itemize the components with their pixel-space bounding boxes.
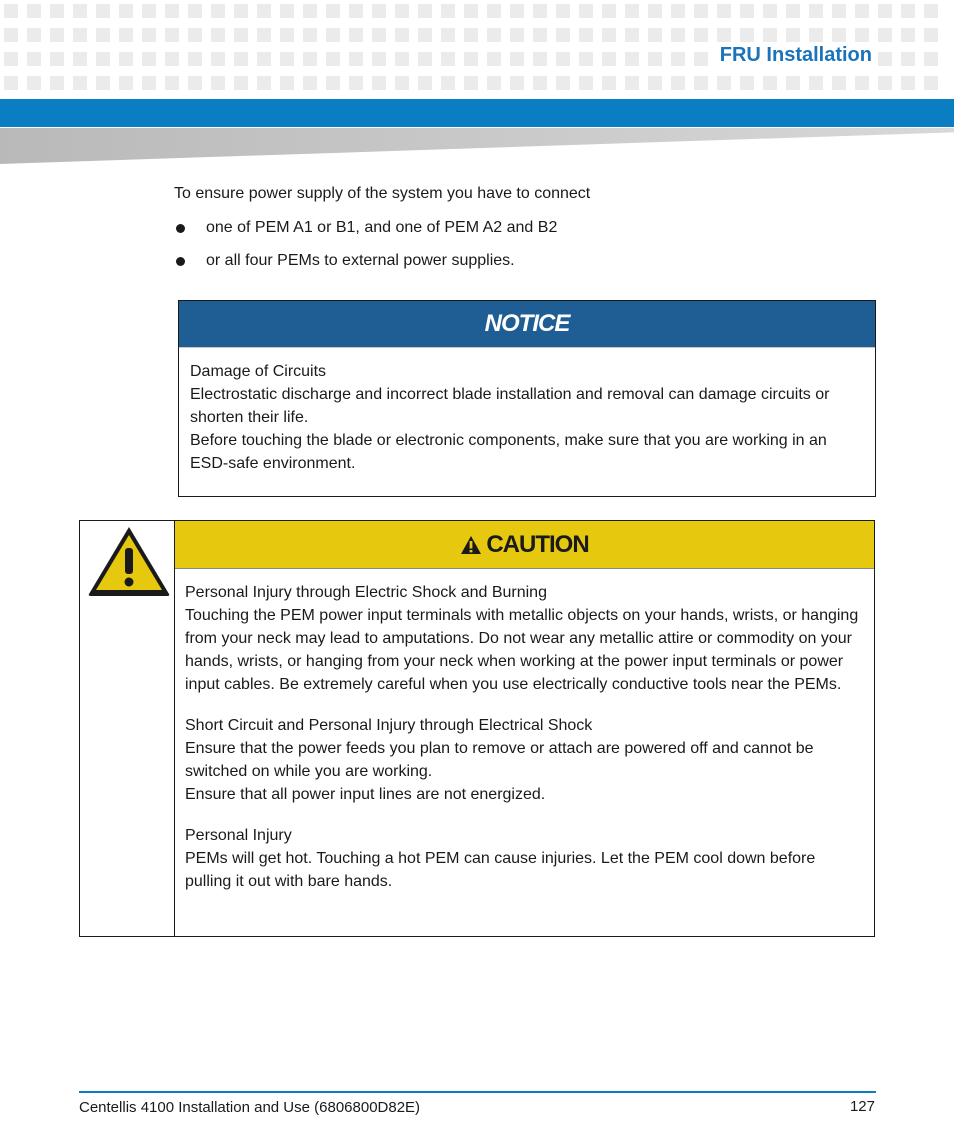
header-pattern-square (395, 4, 409, 18)
header-pattern-square (165, 4, 179, 18)
header-pattern-square (257, 52, 271, 66)
caution-section-text: Touching the PEM power input terminals with metallic objects on your hands, wrists, or hanging from your neck may lead to amputations. Do not wear any metallic attire or commodity on your hands, wrists, or hanging from your neck when working at the power input terminals or power input cables. Be extremely careful when you use electrically conductive tools near the PEMs. (185, 607, 859, 693)
header-pattern-square (211, 28, 225, 42)
header-pattern-square (326, 4, 340, 18)
footer-doc-title: Centellis 4100 Installation and Use (6806800D82E) (79, 1099, 421, 1116)
list-item-text: one of PEM A1 or B1, and one of PEM A2 and B2 (206, 219, 558, 236)
footer-rule (79, 1091, 876, 1093)
header-pattern-square (73, 28, 87, 42)
header-pattern-square (694, 4, 708, 18)
header-pattern-square (464, 76, 478, 90)
caution-body (175, 569, 874, 893)
header-pattern-square (901, 52, 915, 66)
header-pattern-square (855, 76, 869, 90)
header-pattern-square (809, 4, 823, 18)
header-pattern-square (809, 28, 823, 42)
header-pattern-square (809, 76, 823, 90)
header-pattern-square (924, 52, 938, 66)
header-pattern-square (234, 76, 248, 90)
header-pattern-square (786, 4, 800, 18)
header-pattern-square (188, 76, 202, 90)
warning-triangle-icon (86, 524, 172, 598)
header-pattern-square (648, 28, 662, 42)
header-pattern-square (533, 76, 547, 90)
header-pattern-square (50, 76, 64, 90)
header-pattern-square (234, 52, 248, 66)
header-pattern-square (27, 52, 41, 66)
header-pattern-square (556, 76, 570, 90)
header-pattern-square (740, 76, 754, 90)
caution-section (185, 581, 864, 696)
header-pattern-square (303, 52, 317, 66)
header-pattern-square (924, 76, 938, 90)
header-pattern-square (602, 28, 616, 42)
header-pattern-square (878, 76, 892, 90)
caution-content (175, 521, 874, 936)
header-pattern-square (441, 76, 455, 90)
header-pattern-square (326, 52, 340, 66)
header-pattern-square (188, 52, 202, 66)
header-pattern-square (96, 28, 110, 42)
header-pattern-square (234, 28, 248, 42)
intro-text: To ensure power supply of the system you have to connect (174, 185, 591, 202)
header-pattern-square (924, 4, 938, 18)
header-pattern-square (326, 28, 340, 42)
header-pattern-square (763, 28, 777, 42)
header-pattern-square (441, 28, 455, 42)
header-pattern-square (648, 52, 662, 66)
header-pattern-square (372, 52, 386, 66)
bullet-icon (176, 257, 185, 266)
header-pattern-square (579, 52, 593, 66)
header-pattern-square (188, 4, 202, 18)
header-pattern-square (142, 76, 156, 90)
caution-header (175, 521, 874, 569)
header-pattern-square (855, 4, 869, 18)
notice-label: NOTICE (484, 310, 570, 337)
header-pattern-square (395, 52, 409, 66)
header-pattern-square (27, 76, 41, 90)
header-pattern-square (257, 28, 271, 42)
header-pattern-square (648, 4, 662, 18)
header-pattern-square (96, 4, 110, 18)
header-pattern-square (602, 76, 616, 90)
header-pattern-square (50, 28, 64, 42)
header-pattern-square (27, 28, 41, 42)
header-pattern-square (4, 28, 18, 42)
list-item (176, 219, 557, 237)
header-pattern-square (901, 28, 915, 42)
header-pattern-square (418, 28, 432, 42)
header-pattern-square (464, 28, 478, 42)
header-pattern-square (142, 52, 156, 66)
header-pattern-square (418, 76, 432, 90)
header-pattern-square (832, 4, 846, 18)
header-pattern-square (142, 4, 156, 18)
header-pattern-square (763, 76, 777, 90)
header-pattern-square (211, 52, 225, 66)
header-pattern-square (73, 4, 87, 18)
header-pattern-square (4, 52, 18, 66)
header-pattern-square (878, 28, 892, 42)
header-pattern-square (349, 76, 363, 90)
header-pattern-square (326, 76, 340, 90)
header-pattern-square (625, 52, 639, 66)
notice-text: Before touching the blade or electronic components, make sure that you are working in an ESD-safe environment. (190, 432, 827, 472)
header-pattern-square (786, 76, 800, 90)
header-pattern-square (510, 76, 524, 90)
header-pattern-square (924, 28, 938, 42)
header-pattern-square (418, 52, 432, 66)
notice-box (178, 300, 876, 497)
header-pattern-square (717, 76, 731, 90)
header-pattern-square (303, 28, 317, 42)
header-pattern-square (648, 76, 662, 90)
header-pattern-square (165, 52, 179, 66)
header-pattern-square (694, 52, 708, 66)
header-gray-wedge (0, 128, 954, 164)
header-pattern-square (418, 4, 432, 18)
header-pattern-square (395, 76, 409, 90)
header-pattern-square (763, 4, 777, 18)
header-pattern-square (487, 4, 501, 18)
header-pattern-square (625, 4, 639, 18)
header-pattern-square (487, 52, 501, 66)
header-pattern-square (211, 76, 225, 90)
header-pattern-square (280, 76, 294, 90)
header-pattern-square (234, 4, 248, 18)
header-pattern-square (901, 76, 915, 90)
header-pattern-square (349, 52, 363, 66)
header-pattern-square (280, 4, 294, 18)
header-blue-bar (0, 99, 954, 127)
header-pattern-square (533, 52, 547, 66)
header-pattern-square (372, 76, 386, 90)
notice-body (179, 348, 875, 475)
caution-section-text: PEMs will get hot. Touching a hot PEM can cause injuries. Let the PEM cool down before pulling it out with bare hands. (185, 850, 816, 890)
header-pattern-square (579, 4, 593, 18)
caution-label: CAUTION (486, 530, 589, 558)
header-pattern-square (671, 4, 685, 18)
header-pattern-square (349, 4, 363, 18)
header-pattern-square (671, 52, 685, 66)
header-pattern-square (50, 52, 64, 66)
header-pattern-square (487, 28, 501, 42)
bullet-icon (176, 224, 185, 233)
header-pattern-square (165, 28, 179, 42)
header-pattern-square (257, 76, 271, 90)
header-pattern-square (786, 28, 800, 42)
header-pattern-square (832, 28, 846, 42)
page-number: 127 (849, 1098, 875, 1115)
caution-section-text: Ensure that the power feeds you plan to remove or attach are powered off and cannot be switched on while you are working. (185, 740, 814, 780)
header-pattern-square (4, 4, 18, 18)
header-pattern-square (832, 76, 846, 90)
header-pattern-square (579, 76, 593, 90)
header-pattern-square (280, 52, 294, 66)
header-pattern-square (280, 28, 294, 42)
header-pattern-square (372, 28, 386, 42)
caution-section-title: Personal Injury through Electric Shock and Burning (185, 584, 547, 601)
header-pattern-square (556, 28, 570, 42)
header-pattern-square (671, 76, 685, 90)
header-pattern-square (188, 28, 202, 42)
warning-small-icon (460, 535, 482, 555)
header-pattern-square (510, 52, 524, 66)
header-pattern-square (96, 52, 110, 66)
header-pattern-square (73, 52, 87, 66)
header-pattern-square (878, 4, 892, 18)
header-pattern-square (625, 28, 639, 42)
header-pattern-square (602, 52, 616, 66)
header-pattern-square (717, 4, 731, 18)
header-pattern-square (165, 76, 179, 90)
header-pattern-square (257, 4, 271, 18)
caution-icon-cell (80, 521, 175, 936)
caution-section (185, 714, 864, 806)
header-pattern-square (142, 28, 156, 42)
header-pattern-square (96, 76, 110, 90)
header-pattern-square (464, 4, 478, 18)
section-title: FRU Installation (708, 42, 872, 69)
header-pattern-square (510, 4, 524, 18)
header-pattern-square (303, 4, 317, 18)
header-pattern-square (119, 76, 133, 90)
header-pattern-square (510, 28, 524, 42)
caution-section-text: Ensure that all power input lines are not energized. (185, 786, 546, 803)
header-pattern-square (901, 4, 915, 18)
notice-heading: Damage of Circuits (190, 363, 327, 380)
list-item (176, 252, 515, 270)
notice-header (179, 301, 875, 348)
header-pattern-square (119, 4, 133, 18)
caution-section (185, 824, 864, 893)
header-pattern-square (671, 28, 685, 42)
header-pattern-square (579, 28, 593, 42)
header-pattern-square (487, 76, 501, 90)
header-pattern-square (349, 28, 363, 42)
header-pattern-square (625, 76, 639, 90)
header-pattern-square (533, 28, 547, 42)
notice-text: Electrostatic discharge and incorrect blade installation and removal can damage circuits or shorten their life. (190, 386, 830, 426)
header-pattern-square (556, 4, 570, 18)
header-pattern-square (119, 28, 133, 42)
header-pattern-square (533, 4, 547, 18)
header-pattern-square (694, 76, 708, 90)
header-pattern-square (441, 4, 455, 18)
header-pattern-square (303, 76, 317, 90)
header-pattern-square (556, 52, 570, 66)
header-pattern-square (740, 4, 754, 18)
header-pattern-square (878, 52, 892, 66)
header-pattern-square (717, 28, 731, 42)
header-pattern-square (119, 52, 133, 66)
header-pattern-square (441, 52, 455, 66)
header-pattern-square (372, 4, 386, 18)
header-pattern-square (50, 4, 64, 18)
header-pattern-square (602, 4, 616, 18)
header-pattern-square (694, 28, 708, 42)
header-pattern-square (27, 4, 41, 18)
header-pattern-square (464, 52, 478, 66)
header-pattern-square (73, 76, 87, 90)
header-pattern-square (211, 4, 225, 18)
header-pattern-square (740, 28, 754, 42)
header-pattern-square (395, 28, 409, 42)
caution-section-title: Personal Injury (185, 827, 292, 844)
caution-section-title: Short Circuit and Personal Injury through Electrical Shock (185, 717, 593, 734)
header-pattern-square (4, 76, 18, 90)
header-pattern-square (855, 28, 869, 42)
list-item-text: or all four PEMs to external power supplies. (206, 252, 515, 269)
caution-box (79, 520, 875, 937)
